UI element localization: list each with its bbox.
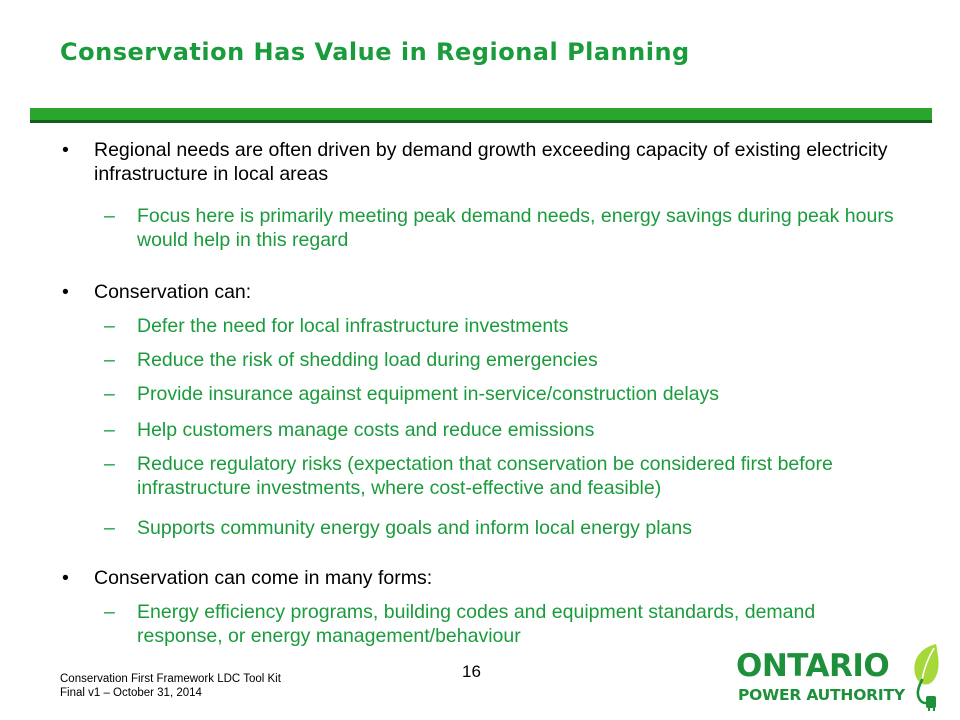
dash-glyph: –	[104, 601, 115, 623]
dash-glyph: –	[104, 383, 115, 405]
sub-bullet-text: Reduce regulatory risks (expectation that conservation be considered first before infrastructure investments, where cost-effective and feasible)	[137, 453, 833, 499]
sub-bullet-text: Energy efficiency programs, building codes and equipment standards, demand response, or energy management/behaviour	[137, 601, 816, 647]
page-number: 16	[462, 662, 481, 681]
dash-glyph: –	[104, 453, 115, 475]
bullet-glyph: •	[62, 281, 69, 303]
bullet-glyph: •	[62, 567, 69, 589]
bullet-text: Conservation can:	[94, 281, 252, 303]
sub-bullet-text: Supports community energy goals and inform local energy plans	[137, 517, 692, 539]
dash-glyph: –	[104, 315, 115, 337]
bullet-text: Conservation can come in many forms:	[94, 567, 433, 589]
sub-bullet-text: Focus here is primarily meeting peak demand needs, energy savings during peak hours would help in this regard	[137, 205, 894, 251]
slide-title: Conservation Has Value in Regional Planning	[60, 38, 690, 66]
title-divider	[30, 108, 932, 120]
footer-line2: Final v1 – October 31, 2014	[60, 687, 202, 699]
bullet-item	[62, 280, 902, 304]
logo-wordmark-power-authority: POWER AUTHORITY	[738, 686, 905, 704]
bullet-item	[62, 566, 902, 590]
sub-bullet-text: Provide insurance against equipment in-service/construction delays	[137, 383, 720, 405]
dash-glyph: –	[104, 349, 115, 371]
footer-line1: Conservation First Framework LDC Tool Kit	[60, 673, 281, 685]
leaf-plug-icon	[906, 640, 944, 712]
sub-bullet-item	[104, 382, 904, 406]
sub-bullet-item	[104, 314, 904, 338]
ontario-power-authority-logo	[736, 640, 942, 712]
sub-bullet-item	[104, 348, 904, 372]
sub-bullet-item	[104, 418, 904, 442]
sub-bullet-item	[104, 452, 904, 500]
footer	[60, 672, 281, 700]
sub-bullet-text: Help customers manage costs and reduce emissions	[137, 419, 595, 441]
dash-glyph: –	[104, 205, 115, 227]
bullet-glyph: •	[62, 139, 69, 161]
bullet-item	[62, 138, 902, 186]
sub-bullet-item	[104, 516, 904, 540]
sub-bullet-text: Reduce the risk of shedding load during emergencies	[137, 349, 598, 371]
dash-glyph: –	[104, 517, 115, 539]
dash-glyph: –	[104, 419, 115, 441]
title-divider-shadow	[30, 120, 932, 123]
bullet-text: Regional needs are often driven by demand growth exceeding capacity of existing electricity infrastructure in local areas	[94, 139, 888, 185]
sub-bullet-text: Defer the need for local infrastructure investments	[137, 315, 569, 337]
logo-wordmark-ontario: ONTARIO	[736, 648, 890, 684]
sub-bullet-item	[104, 204, 904, 252]
